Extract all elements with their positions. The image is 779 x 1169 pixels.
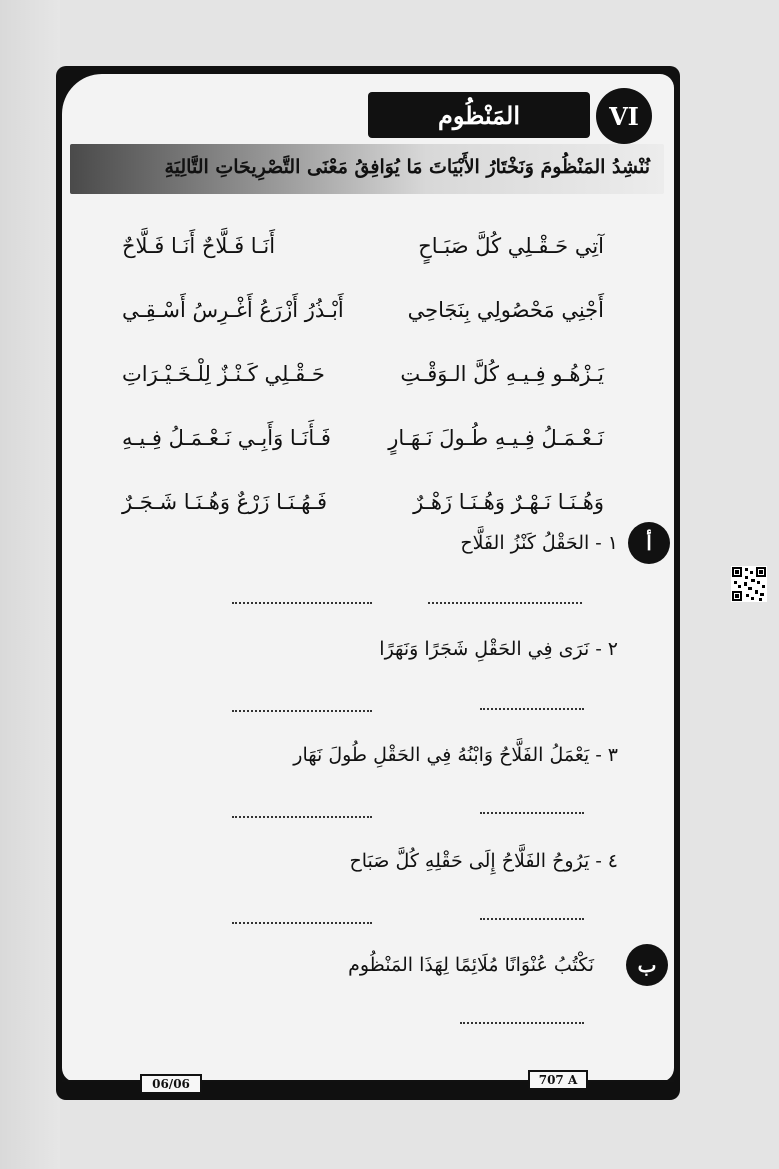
poem-verse	[122, 214, 604, 278]
part-b-question: نَكْتُبُ عُنْوَانًا مُلَائِمًا لِهَذَا المَنْظُوم	[348, 954, 594, 976]
answer-line[interactable]	[460, 1020, 584, 1024]
part-a-badge: أ	[628, 522, 670, 564]
poem-verse	[122, 278, 604, 342]
question-1: ١ - الحَقْلُ كَنْزُ الفَلَّاح	[460, 532, 618, 554]
answer-line[interactable]	[480, 810, 584, 814]
document-code: 707 A	[528, 1070, 588, 1090]
verse-right-half: فَـهُـنَـا زَرْعٌ وَهُـنَـا شَـجَـرٌ	[122, 490, 328, 514]
verse-left-half: أَجْنِي مَحْصُولِي بِنَجَاحِي	[407, 298, 604, 322]
question-4: ٤ - يَرُوحُ الفَلَّاحُ إِلَى حَقْلِهِ كُلَّ صَبَاح	[349, 850, 618, 872]
poem	[122, 214, 604, 534]
verse-right-half: حَـقْـلِي كَـنْـزٌ لِلْـخَـيْـرَاتِ	[122, 362, 325, 386]
verse-right-half: أَبْـذُرُ أَزْرَعُ أَغْـرِسُ أَسْـقِـي	[122, 298, 344, 322]
verse-left-half: وَهُـنَـا نَـهْـرٌ وَهُـنَـا زَهْـرٌ	[413, 490, 604, 514]
instruction-banner: نُنْشِدُ المَنْظُومَ وَنَخْتَارُ الأَبْيَاتَ مَا يُوَافِقُ مَعْنَى التَّصْرِيحَاتِ التَّالِيَةِ	[70, 144, 664, 194]
verse-right-half: أَنَـا فَـلَّاحٌ أَنَـا فَـلَّاحٌ	[122, 234, 276, 258]
verse-left-half: نَـعْـمَـلُ فِـيـهِ طُـولَ نَـهَـارٍ	[388, 426, 604, 450]
page-number: 06/06	[140, 1074, 202, 1094]
answer-line[interactable]	[232, 600, 372, 604]
poem-verse	[122, 342, 604, 406]
answer-line[interactable]	[232, 814, 372, 818]
part-b-badge: ب	[626, 944, 668, 986]
qr-code-icon	[731, 566, 767, 602]
answer-line[interactable]	[480, 706, 584, 710]
answer-line[interactable]	[428, 600, 582, 604]
section-title: المَنْظُوم	[368, 92, 590, 138]
question-2: ٢ - نَرَى فِي الحَقْلِ شَجَرًا وَنَهَرًا	[379, 638, 618, 660]
worksheet-page	[62, 74, 674, 1091]
section-number-badge: VI	[596, 88, 652, 144]
answer-line[interactable]	[232, 920, 372, 924]
verse-left-half: آتِي حَـقْـلِي كُلَّ صَبَـاحٍ	[418, 234, 604, 258]
verse-right-half: فَـأَنَـا وَأَبِـي نَـعْـمَـلُ فِـيـهِ	[122, 426, 331, 450]
verse-left-half: يَـزْهُـو فِـيـهِ كُلَّ الـوَقْـتِ	[400, 362, 604, 386]
background-edge	[0, 0, 60, 1169]
question-3: ٣ - يَعْمَلُ الفَلَّاحُ وَابْنُهُ فِي الحَقْلِ طُولَ نَهَار	[293, 744, 618, 766]
answer-line[interactable]	[480, 916, 584, 920]
answer-line[interactable]	[232, 708, 372, 712]
poem-verse	[122, 406, 604, 470]
poem-verse	[122, 470, 604, 534]
